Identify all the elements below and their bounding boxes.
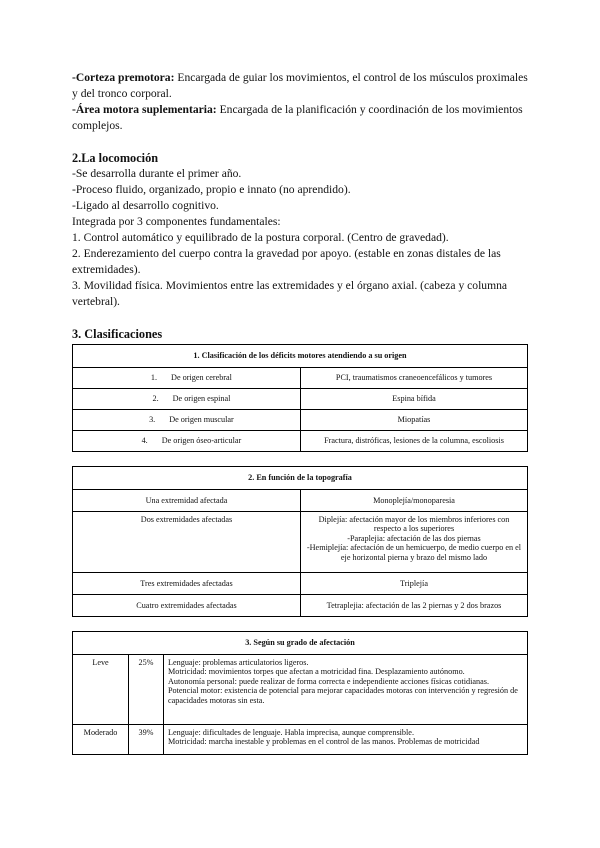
severity-label: Moderado <box>73 725 129 755</box>
origin-cell: De origen espinal <box>172 394 231 404</box>
row-number: 1. <box>150 373 158 383</box>
severity-table <box>72 631 528 755</box>
topography-table-header: 2. En función de la topografía <box>73 467 528 490</box>
description-line: Lenguaje: dificultades de lenguaje. Habla imprecisa, aunque comprensible. <box>168 728 414 737</box>
locomocion-line: 3. Movilidad física. Movimientos entre las extremidades y el órgano axial. (cabeza y columna vertebral). <box>72 279 508 308</box>
description-line: Motricidad: marcha inestable y problemas en el control de las manos. Problemas de motricidad <box>168 737 480 747</box>
example-cell: Espina bífida <box>301 389 528 410</box>
topography-right-cell: Tetraplejia: afectación de las 2 piernas y 2 dos brazos <box>301 595 528 617</box>
topography-left-cell: Cuatro extremidades afectadas <box>73 595 301 617</box>
locomocion-line: 2. Enderezamiento del cuerpo contra la gravedad por apoyo. (estable en zonas distales de las extremidades). <box>72 247 501 276</box>
topography-left-cell: Dos extremidades afectadas <box>73 512 301 573</box>
hemiplejia-text: -Hemiplejía: afectación de un hemicuerpo, de medio cuerpo en el eje horizontal pierna y brazo del mismo lado <box>306 543 522 562</box>
corteza-premotora-text: Encargada de guiar los movimientos, el control de los músculos proximales y del tronco corporal. <box>72 71 528 100</box>
origin-cell: De origen muscular <box>169 415 234 425</box>
severity-table-header: 3. Según su grado de afectación <box>73 632 528 655</box>
origin-cell: De origen óseo-articular <box>161 436 242 446</box>
table-row <box>73 431 528 452</box>
severity-description <box>164 655 528 725</box>
locomocion-line: Integrada por 3 componentes fundamentales: <box>72 215 281 228</box>
paraplejia-text: -Paraplejia: afectación de las dos piernas <box>347 533 481 543</box>
origin-table <box>72 344 528 452</box>
table-row <box>73 595 528 617</box>
corteza-premotora-paragraph <box>72 70 528 102</box>
topography-left-cell: Tres extremidades afectadas <box>73 573 301 595</box>
topography-right-cell: Triplejía <box>301 573 528 595</box>
locomocion-line: -Ligado al desarrollo cognitivo. <box>72 199 219 212</box>
table-row <box>73 410 528 431</box>
table-row <box>73 368 528 389</box>
table-row <box>73 512 528 573</box>
locomocion-line: -Se desarrolla durante el primer año. <box>72 167 242 180</box>
area-motora-label: -Área motora suplementaria: <box>72 103 217 116</box>
document-page <box>72 70 528 755</box>
severity-label: Leve <box>73 655 129 725</box>
clasificaciones-heading: 3. Clasificaciones <box>72 327 163 341</box>
locomocion-heading: 2.La locomoción <box>72 151 159 165</box>
origin-cell: De origen cerebral <box>171 373 232 383</box>
example-cell: Miopatías <box>301 410 528 431</box>
description-line: Autonomía personal: puede realizar de forma correcta e independiente acciones físicas cotidianas. <box>168 676 489 686</box>
table-row <box>73 490 528 512</box>
locomocion-line: -Proceso fluido, organizado, propio e innato (no aprendido). <box>72 183 351 196</box>
table-row <box>73 725 528 755</box>
area-motora-text: Encargada de la planificación y coordinación de los movimientos complejos. <box>72 103 523 132</box>
row-number: 2. <box>152 394 159 404</box>
table-row <box>73 573 528 595</box>
severity-percent: 25% <box>129 655 164 725</box>
description-line: Potencial motor: existencia de potencial para mejorar capacidades motoras con intervención y regresión de capacidades motoras sin esta. <box>168 686 518 705</box>
severity-percent: 39% <box>129 725 164 755</box>
locomocion-line: 1. Control automático y equilibrado de la postura corporal. (Centro de gravedad). <box>72 231 449 244</box>
topography-table <box>72 466 528 617</box>
area-motora-paragraph <box>72 102 528 134</box>
row-number: 3. <box>149 415 156 425</box>
topography-right-cell <box>301 512 528 573</box>
example-cell: PCI, traumatismos craneoencefálicos y tumores <box>301 368 528 389</box>
severity-description <box>164 725 528 755</box>
table-row <box>73 655 528 725</box>
description-line: Motricidad: movimientos torpes que afectan a motricidad fina. Desplazamiento autónomo. <box>168 667 465 677</box>
topography-left-cell: Una extremidad afectada <box>73 490 301 512</box>
topography-right-cell: Monoplejía/monoparesia <box>301 490 528 512</box>
example-cell: Fractura, distróficas, lesiones de la columna, escoliosis <box>301 431 528 452</box>
corteza-premotora-label: -Corteza premotora: <box>72 71 175 84</box>
origin-table-header: 1. Clasificación de los déficits motores atendiendo a su origen <box>73 345 528 368</box>
diplejia-text: Diplejía: afectación mayor de los miembros inferiores con respecto a los superiores <box>318 515 510 534</box>
description-line: Lenguaje: problemas articulatorios ligeros. <box>168 658 309 667</box>
row-number: 4. <box>141 436 148 446</box>
table-row <box>73 389 528 410</box>
